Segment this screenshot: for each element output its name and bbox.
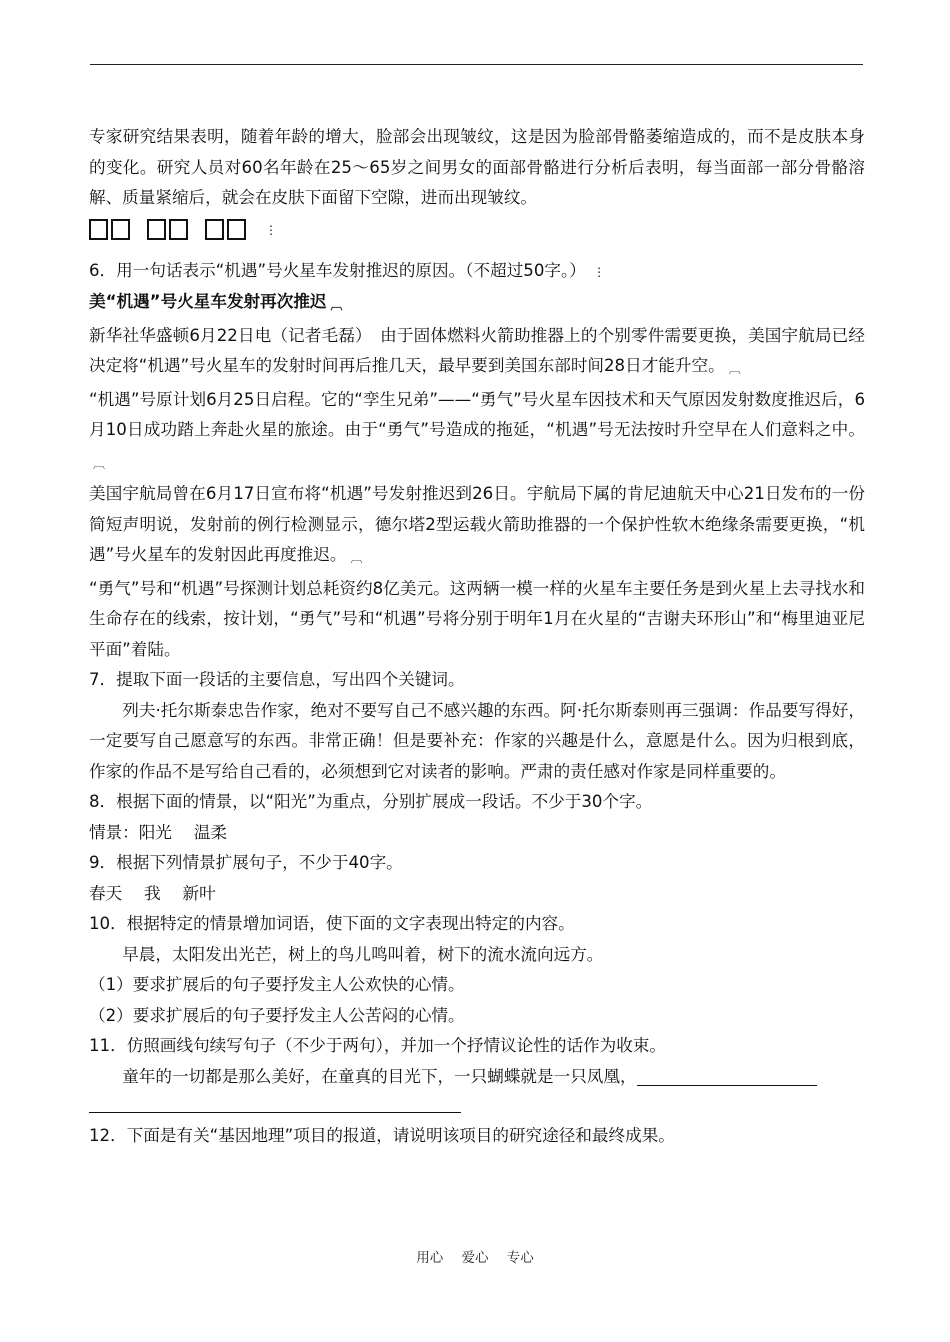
- question-12: 12．下面是有关“基因地理”项目的报道，请说明该项目的研究途径和最终成果。: [89, 1126, 675, 1145]
- news-title-text: 美“机遇”号火星车发射再次推迟: [89, 292, 327, 311]
- header-rule: [90, 64, 863, 65]
- question-7-passage: 列夫·托尔斯泰忠告作家，绝对不要写自己不感兴趣的东西。阿·托尔斯泰则再三强调：作品要写得好，一定要写自己愿意写的东西。非常正确！但是要补充：作家的兴趣是什么，意愿是什么。因为归根到底，作家的作品不是写给自己看的，必须想到它对读者的影响。严肃的责任感对作家是同样重要的。: [89, 700, 865, 781]
- answer-box: [227, 219, 246, 240]
- question-10-requirement-2: （2）要求扩展后的句子要抒发主人公苦闷的心情。: [89, 1005, 465, 1025]
- question-6: [89, 256, 865, 288]
- document-body: [89, 122, 865, 1152]
- question-6-mark: ⋮: [593, 264, 606, 279]
- question-11-passage: [89, 1062, 865, 1093]
- ellipsis-mark: ⋮: [265, 222, 277, 237]
- answer-box: [147, 219, 166, 240]
- answer-box: [111, 219, 130, 240]
- question-8: 8．根据下面的情景，以“阳光”为重点，分别扩展成一段话。不少于30个字。: [89, 792, 653, 811]
- question-9: 9．根据下列情景扩展句子，不少于40字。: [89, 853, 403, 872]
- question-11: 11．仿照画线句续写句子（不少于两句），并加一个抒情议论性的话作为收束。: [89, 1036, 667, 1055]
- box-group-2: [147, 219, 191, 240]
- news-paragraph-1: [89, 321, 865, 385]
- intro-paragraph: 专家研究结果表明，随着年龄的增大，脸部会出现皱纹，这是因为脸部骨骼萎缩造成的，而不是皮肤本身的变化。研究人员对60名年龄在25～65岁之间男女的面部骨骼进行分析后表明，每当面部一部分骨骼溶解、质量紧缩后，就会在皮肤下面留下空隙，进而出现皱纹。: [89, 127, 865, 207]
- question-10-requirement-1: （1）要求扩展后的句子要抒发主人公欢快的心情。: [89, 975, 465, 994]
- question-9-scene: 春天 我 新叶: [89, 883, 216, 903]
- news-paragraph-4: “勇气”号和“机遇”号探测计划总耗资约8亿美元。这两辆一模一样的火星车主要任务是到火星上去寻找水和生命存在的线索，按计划，“勇气”号和“机遇”号将分别于明年1月在火星的“吉谢夫环形山”和“梅里迪亚尼平面”着陆。: [89, 578, 865, 659]
- answer-blank[interactable]: [637, 1067, 817, 1086]
- question-8-scene: 情景：阳光 温柔: [89, 822, 228, 842]
- question-11-text: 童年的一切都是那么美好，在童真的目光下，一只蝴蝶就是一只凤凰，: [122, 1066, 637, 1086]
- footer-word-2: 爱心: [461, 1250, 489, 1266]
- question-10: 10．根据特定的情景增加词语，使下面的文字表现出特定的内容。: [89, 914, 575, 933]
- news-paragraph-3-text: 美国宇航局曾在6月17日宣布将“机遇”号发射推迟到26日。宇航局下属的肯尼迪航天中心21日发布的一份简短声明说，发射前的例行检测显示，德尔塔2型运载火箭助推器的一个保护性软木绝缘条需要更换，“机遇”号火星车的发射因此再度推迟。: [89, 484, 865, 564]
- paragraph-mark: ︹: [728, 362, 741, 376]
- answer-blank-line[interactable]: [89, 1092, 461, 1113]
- answer-boxes: [89, 214, 865, 246]
- news-paragraph-1-text: 新华社华盛顿6月22日电（记者毛磊） 由于固体燃料火箭助推器上的个别零件需要更换，美国宇航局已经决定将“机遇”号火星车的发射时间再后推几天，最早要到美国东部时间28日才能升空。: [89, 325, 865, 375]
- question-7: 7．提取下面一段话的主要信息，写出四个关键词。: [89, 670, 465, 689]
- news-paragraph-3: [89, 479, 865, 574]
- page-footer: [0, 1246, 950, 1266]
- box-group-3: [205, 219, 249, 240]
- answer-box: [169, 219, 188, 240]
- news-title: [89, 287, 865, 321]
- footer-word-3: 专心: [506, 1250, 534, 1266]
- paragraph-mark: ︹: [330, 298, 343, 312]
- question-6-text: 6．用一句话表示“机遇”号火星车发射推迟的原因。（不超过50字。）: [89, 260, 586, 280]
- answer-box: [89, 219, 108, 240]
- footer-word-1: 用心: [416, 1250, 444, 1266]
- answer-box: [205, 219, 224, 240]
- paragraph-mark: ︹: [350, 551, 363, 565]
- news-paragraph-2: [89, 385, 865, 480]
- paragraph-mark: ︹: [93, 456, 106, 471]
- box-group-1: [89, 219, 133, 240]
- news-paragraph-2-text: “机遇”号原计划6月25日启程。它的“孪生兄弟”——“勇气”号火星车因技术和天气原因发射数度推迟后，6月10日成功踏上奔赴火星的旅途。由于“勇气”号造成的拖延，“机遇”号无法按时升空早在人们意料之中。: [89, 389, 865, 439]
- question-10-passage: 早晨，太阳发出光芒，树上的鸟儿鸣叫着，树下的流水流向远方。: [122, 944, 604, 964]
